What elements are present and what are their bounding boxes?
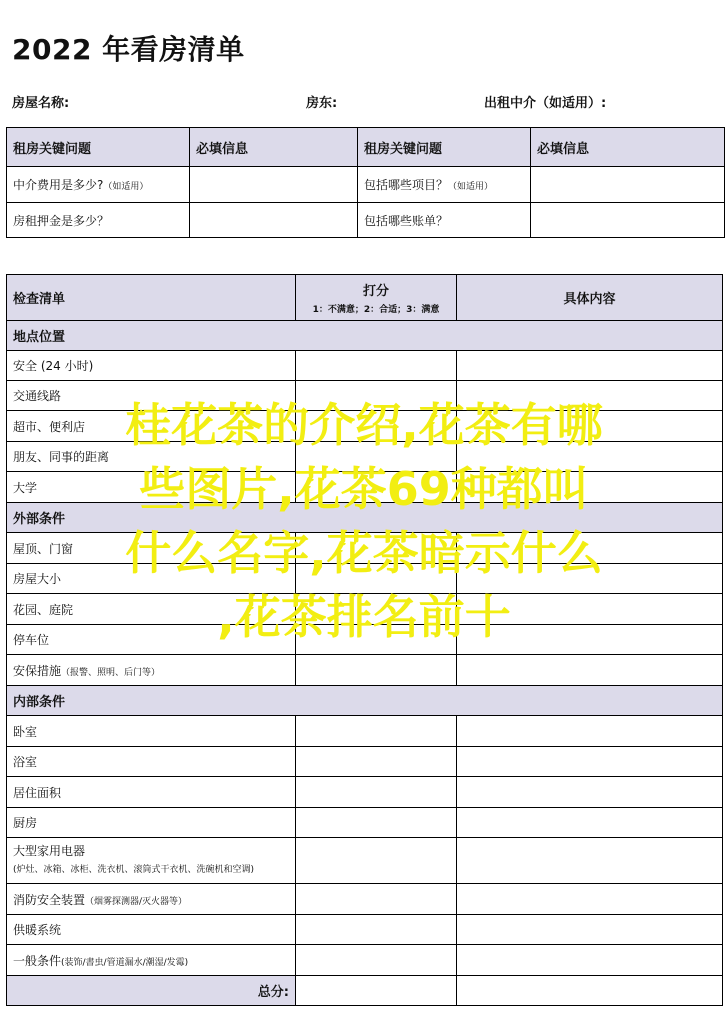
question-text: 包括哪些项目？ bbox=[364, 178, 449, 192]
detail-cell[interactable] bbox=[457, 564, 723, 594]
table-row bbox=[7, 411, 723, 442]
score-cell[interactable] bbox=[296, 884, 457, 915]
overlay-line: 什么名字,花茶暗示什么 bbox=[125, 526, 603, 580]
score-cell[interactable] bbox=[296, 777, 457, 808]
table-row bbox=[7, 472, 723, 503]
detail-cell[interactable] bbox=[457, 808, 723, 838]
item-note: （烟雾探测器/灭火器等） bbox=[85, 896, 188, 907]
question-text: 包括哪些账单？ bbox=[364, 213, 449, 228]
detail-cell[interactable] bbox=[457, 716, 723, 747]
item-label: 房屋大小 bbox=[7, 564, 296, 594]
rental-questions-table bbox=[6, 127, 725, 238]
detail-header: 具体内容 bbox=[457, 275, 723, 321]
table-row bbox=[7, 655, 723, 686]
score-cell[interactable] bbox=[296, 564, 457, 594]
table-row bbox=[7, 594, 723, 625]
table-row bbox=[7, 915, 723, 945]
score-cell[interactable] bbox=[296, 533, 457, 564]
question-cell bbox=[7, 167, 190, 203]
overlay-line: ,花茶排名前十 bbox=[217, 590, 511, 644]
table-row bbox=[7, 564, 723, 594]
agent-label: 出租中介（如适用）: bbox=[484, 96, 607, 111]
question-cell bbox=[358, 203, 531, 238]
score-cell[interactable] bbox=[296, 655, 457, 686]
detail-cell[interactable] bbox=[457, 884, 723, 915]
table-row bbox=[7, 838, 723, 884]
answer-cell[interactable] bbox=[531, 167, 725, 203]
question-text: 房租押金是多少？ bbox=[13, 213, 110, 228]
score-cell[interactable] bbox=[296, 915, 457, 945]
table-row bbox=[7, 167, 725, 203]
table-row bbox=[7, 351, 723, 381]
item-label: 交通线路 bbox=[7, 381, 296, 411]
detail-cell[interactable] bbox=[457, 655, 723, 686]
score-cell[interactable] bbox=[296, 716, 457, 747]
table-row bbox=[7, 203, 725, 238]
score-cell[interactable] bbox=[296, 411, 457, 442]
detail-cell[interactable] bbox=[457, 472, 723, 503]
property-name-label: 房屋名称: bbox=[12, 96, 70, 111]
inspection-checklist-table bbox=[6, 274, 723, 1006]
detail-cell[interactable] bbox=[457, 915, 723, 945]
column-header: 租房关键问题 bbox=[7, 128, 190, 167]
score-cell[interactable] bbox=[296, 351, 457, 381]
item-label bbox=[7, 884, 296, 915]
item-label-text: 安保措施 bbox=[13, 663, 62, 678]
table-row bbox=[7, 533, 723, 564]
detail-cell[interactable] bbox=[457, 533, 723, 564]
total-score-cell[interactable] bbox=[296, 976, 457, 1006]
score-cell[interactable] bbox=[296, 472, 457, 503]
overlay-line: 些图片,花茶69种都叫 bbox=[139, 462, 589, 516]
total-label: 总分: bbox=[7, 976, 296, 1006]
section-title-interior: 内部条件 bbox=[7, 686, 723, 716]
question-note: （如适用） bbox=[448, 182, 494, 192]
question-cell bbox=[358, 167, 531, 203]
item-label bbox=[7, 945, 296, 976]
column-header: 必填信息 bbox=[190, 128, 358, 167]
table-row bbox=[7, 884, 723, 915]
item-label: 供暖系统 bbox=[7, 915, 296, 945]
score-header bbox=[296, 275, 457, 321]
item-label-text: 大型家用电器 bbox=[13, 843, 86, 858]
detail-cell[interactable] bbox=[457, 442, 723, 472]
score-cell[interactable] bbox=[296, 838, 457, 884]
detail-cell[interactable] bbox=[457, 594, 723, 625]
table-row bbox=[7, 442, 723, 472]
table-row bbox=[7, 716, 723, 747]
item-label: 安全 (24 小时) bbox=[7, 351, 296, 381]
question-text: 中介费用是多少? bbox=[13, 178, 104, 192]
detail-cell[interactable] bbox=[457, 777, 723, 808]
landlord-label: 房东: bbox=[306, 96, 338, 111]
item-label: 居住面积 bbox=[7, 777, 296, 808]
total-detail-cell[interactable] bbox=[457, 976, 723, 1006]
item-label: 厨房 bbox=[7, 808, 296, 838]
table-row bbox=[7, 381, 723, 411]
checklist-item-header: 检查清单 bbox=[7, 275, 296, 321]
score-cell[interactable] bbox=[296, 594, 457, 625]
item-label: 朋友、同事的距离 bbox=[7, 442, 296, 472]
detail-cell[interactable] bbox=[457, 351, 723, 381]
score-cell[interactable] bbox=[296, 381, 457, 411]
item-note: (装饰/書虫/管道漏水/潮湿/发霉) bbox=[61, 957, 189, 968]
score-cell[interactable] bbox=[296, 625, 457, 655]
rental-header-row bbox=[7, 128, 725, 167]
item-note: （报警、照明、后门等） bbox=[61, 667, 161, 678]
table-row bbox=[7, 945, 723, 976]
section-title-location: 地点位置 bbox=[7, 321, 723, 351]
score-cell[interactable] bbox=[296, 945, 457, 976]
item-label-text: 一般条件 bbox=[13, 953, 62, 968]
score-cell[interactable] bbox=[296, 808, 457, 838]
item-label: 浴室 bbox=[7, 747, 296, 777]
item-label: 卧室 bbox=[7, 716, 296, 747]
item-label: 花园、庭院 bbox=[7, 594, 296, 625]
score-cell[interactable] bbox=[296, 442, 457, 472]
item-label: 停车位 bbox=[7, 625, 296, 655]
question-note: （如适用） bbox=[103, 182, 149, 192]
score-cell[interactable] bbox=[296, 747, 457, 777]
item-label: 超市、便利店 bbox=[7, 411, 296, 442]
section-title-exterior: 外部条件 bbox=[7, 503, 723, 533]
detail-cell[interactable] bbox=[457, 625, 723, 655]
detail-cell[interactable] bbox=[457, 945, 723, 976]
total-row bbox=[7, 976, 723, 1006]
question-cell bbox=[7, 203, 190, 238]
score-header-scale: 1：不满意；2：合适；3：满意 bbox=[312, 305, 440, 315]
answer-cell[interactable] bbox=[531, 203, 725, 238]
column-header: 租房关键问题 bbox=[358, 128, 531, 167]
item-label: 大学 bbox=[7, 472, 296, 503]
table-row bbox=[7, 747, 723, 777]
page-title: 2022 年看房清单 bbox=[12, 33, 245, 66]
detail-cell[interactable] bbox=[457, 838, 723, 884]
table-row bbox=[7, 808, 723, 838]
answer-cell[interactable] bbox=[190, 167, 358, 203]
detail-cell[interactable] bbox=[457, 381, 723, 411]
item-label-text: 消防安全装置 bbox=[13, 892, 86, 907]
detail-cell[interactable] bbox=[457, 411, 723, 442]
overlay-line: 桂花茶的介绍,花茶有哪 bbox=[125, 398, 603, 452]
answer-cell[interactable] bbox=[190, 203, 358, 238]
item-label: 屋顶、门窗 bbox=[7, 533, 296, 564]
item-note: (炉灶、冰箱、冰柜、洗衣机、滚筒式干衣机、洗碗机和空调) bbox=[13, 864, 255, 875]
column-header: 必填信息 bbox=[531, 128, 725, 167]
detail-cell[interactable] bbox=[457, 747, 723, 777]
item-label bbox=[7, 655, 296, 686]
score-header-title: 打分 bbox=[362, 284, 389, 299]
table-row bbox=[7, 777, 723, 808]
table-row bbox=[7, 625, 723, 655]
checklist-header-row bbox=[7, 275, 723, 321]
item-label bbox=[7, 838, 296, 884]
